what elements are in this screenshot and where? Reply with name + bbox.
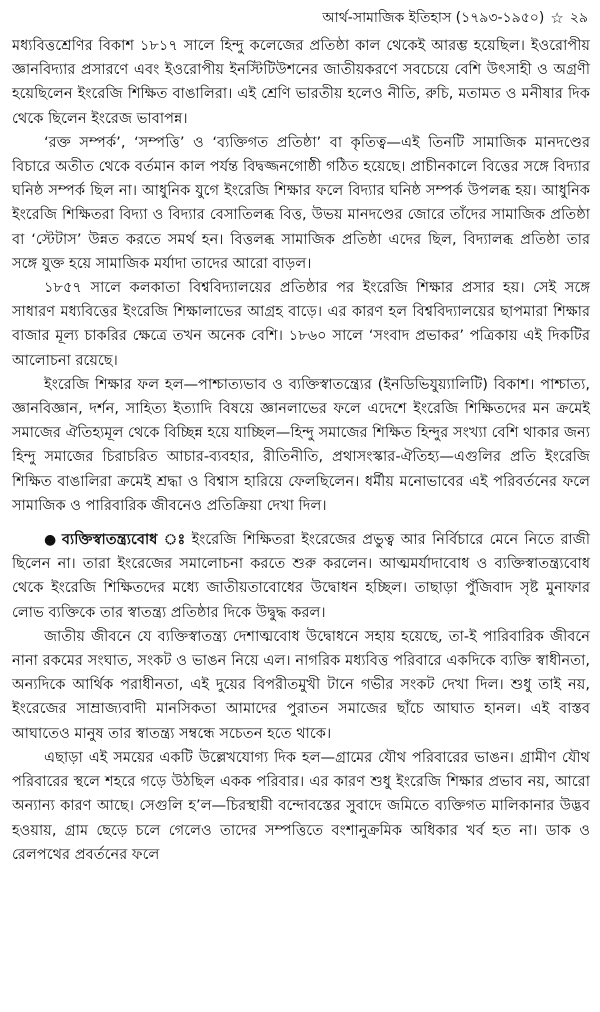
paragraph-2: ‘রক্ত সম্পর্ক’, ‘সম্পত্তি’ ও ‘ব্যক্তিগত প্রতিষ্ঠা’ বা কৃতিত্ব—এই তিনটি সামাজিক মানদণ্ডের বিচারে অতীত থেকে বর্তমান কাল পর্যন্ত বিদ্বজ্জনগোষ্ঠী গঠিত হয়েছে। প্রাচীনকালে বিত্তের সঙ্গে বিদ্যার ঘনিষ্ঠ সম্পর্ক ছিল না। আধুনিক যুগে ইংরেজি শিক্ষার ফলে বিদ্যার ঘনিষ্ঠ সম্পর্ক উপলব্ধ হয়। আধুনিক ইংরেজি শিক্ষিতরা বিদ্যা ও বিদ্যার বেসাতিলব্ধ বিত্ত, উভয় মানদণ্ডের জোরে তাঁদের সামাজিক প্রতিষ্ঠা বা ‘স্টেটাস’ উন্নত করতে সমর্থ হন। বিত্তলব্ধ সামাজিক প্রতিষ্ঠা এদের ছিল, বিদ্যালব্ধ প্রতিষ্ঠা তার সঙ্গে যুক্ত হয়ে সামাজিক মর্যাদা তাদের আরো বাড়ল। [12, 133, 590, 272]
section-paragraph-1: জাতীয় জীবনে যে ব্যক্তিস্বাতন্ত্র্য দেশাত্মবোধ উদ্বোধনে সহায় হয়েছে, তা-ই পারিবারিক জীবনে নানা রকমের সংঘাত, সংকট ও ভাঙন নিয়ে এল। নাগরিক মধ্যবিত্ত পরিবারে একদিকে ব্যক্তি স্বাধীনতা, অন্যদিকে আর্থিক পরাধীনতা, এই দুয়ের বিপরীতমুখী টানে গভীর সংকট দেখা দিল। শুধু তাই নয়, ইংরেজের সাম্রাজ্যবাদী মানসিকতা আমাদের পুরাতন সমাজের ছাঁচে আঘাত হানল। এই বাস্তব আঘাতেও মানুষ তার স্বাতন্ত্র্য সম্বন্ধে সচেতন হতে থাকে। [12, 627, 590, 742]
bullet-icon: ● [44, 532, 58, 549]
page-body [12, 34, 590, 867]
section-paragraph-2: এছাড়া এই সময়ের একটি উল্লেখযোগ্য দিক হল—গ্রামের যৌথ পরিবারের ভাঙন। গ্রামীণ যৌথ পরিবারের স্থলে শহরে গড়ে উঠছিল একক পরিবার। এর কারণ শুধু ইংরেজি শিক্ষার প্রভাব নয়, আরো অন্যান্য কারণ আছে। সেগুলি হ’ল—চিরস্থায়ী বন্দোবস্তের সুবাদে জমিতে ব্যক্তিগত মালিকানার উদ্ভব হওয়ায়, গ্রাম ছেড়ে চলে গেলেও তাদের সম্পত্তিতে বংশানুক্রমিক অধিকার খর্ব হত না। ডাক ও রেলপথের প্রবর্তনের ফলে [12, 748, 590, 863]
star-icon: ☆ [550, 9, 564, 27]
section-heading: ব্যক্তিস্বাতন্ত্র্যবোধ [61, 531, 158, 549]
section-lead-paragraph [12, 528, 590, 625]
section-separator: ঃ [163, 531, 186, 549]
header-title: আর্থ-সামাজিক ইতিহাস (১৭৯৩-১৯৫০) [322, 10, 545, 26]
running-header [12, 6, 590, 30]
section-spacer [12, 518, 590, 528]
page-number: ২৯ [569, 10, 588, 26]
paragraph-3: ১৮৫৭ সালে কলকাতা বিশ্ববিদ্যালয়ের প্রতিষ্ঠার পর ইংরেজি শিক্ষার প্রসার হয়। সেই সঙ্গে সাধারণ মধ্যবিত্তের ইংরেজি শিক্ষালাভের আগ্রহ বাড়ে। এর কারণ হল বিশ্ববিদ্যালয়ের ছাপমারা শিক্ষার বাজার মূল্য চাকরির ক্ষেত্রে তখন অনেক বেশি। ১৮৬০ সালে ‘সংবাদ প্রভাকর’ পত্রিকায় এই দিকটির আলোচনা রয়েছে। [12, 279, 590, 369]
paragraph-1: মধ্যবিত্তশ্রেণির বিকাশ ১৮১৭ সালে হিন্দু কলেজের প্রতিষ্ঠা কাল থেকেই আরম্ভ হয়েছিল। ইওরোপীয় জ্ঞানবিদ্যার প্রসারণে এবং ইওরোপীয় ইনস্টিটিউশনের জাতীয়করণে সবচেয়ে বেশি উৎসাহী ও অগ্রণী হয়েছিলেন ইংরেজি শিক্ষিত বাঙালিরা। এই শ্রেণি ভারতীয় হলেও নীতি, রুচি, মতামত ও মনীষার দিক থেকে ছিলেন ইংরেজ ভাবাপন্ন। [12, 37, 590, 127]
paragraph-4: ইংরেজি শিক্ষার ফল হল—পাশ্চাত্যভাব ও ব্যক্তিস্বাতন্ত্র্যের (ইনডিভিযুয়্যালিটি) বিকাশ। পাশ্চাত্য, জ্ঞানবিজ্ঞান, দর্শন, সাহিত্য ইত্যাদি বিষয়ে জ্ঞানলাভের ফলে এদেশে ইংরেজি শিক্ষিতদের মন ক্রমেই সমাজের ঐতিহ্যমূল থেকে বিচ্ছিন্ন হয়ে যাচ্ছিল—হিন্দু সমাজের শিক্ষিত হিন্দুর সংখ্যা বেশি থাকার জন্য হিন্দু সমাজের চিরাচরিত আচার-ব্যবহার, রীতিনীতি, প্রথাসংস্কার-ঐতিহ্য—এগুলির প্রতি ইংরেজি শিক্ষিত বাঙালিরা ক্রমেই শ্রদ্ধা ও বিশ্বাস হারিয়ে ফেলছিলেন। ধর্মীয় মনোভাবের এই পরিবর্তনের ফলে সামাজিক ও পারিবারিক জীবনেও প্রতিক্রিয়া দেখা দিল। [12, 375, 590, 514]
section-lead-text: ইংরেজি শিক্ষিতরা ইংরেজের প্রভুত্ব আর নির্বিচারে মেনে নিতে রাজী ছিলেন না। তারা ইংরেজের সমালোচনা করতে শুরু করলেন। আত্মমর্যাদাবোধ ও ব্যক্তিস্বাতন্ত্র্যবোধ থেকে ইংরেজি শিক্ষিতদের মধ্যে জাতীয়তাবোধের উদ্বোধন হচ্ছিল। তাছাড়া পুঁজিবাদ সৃষ্ট মুনাফার লোভ ব্যক্তিকে তার স্বাতন্ত্র্য প্রতিষ্ঠার দিকে উদ্বুদ্ধ করল। [12, 531, 591, 621]
